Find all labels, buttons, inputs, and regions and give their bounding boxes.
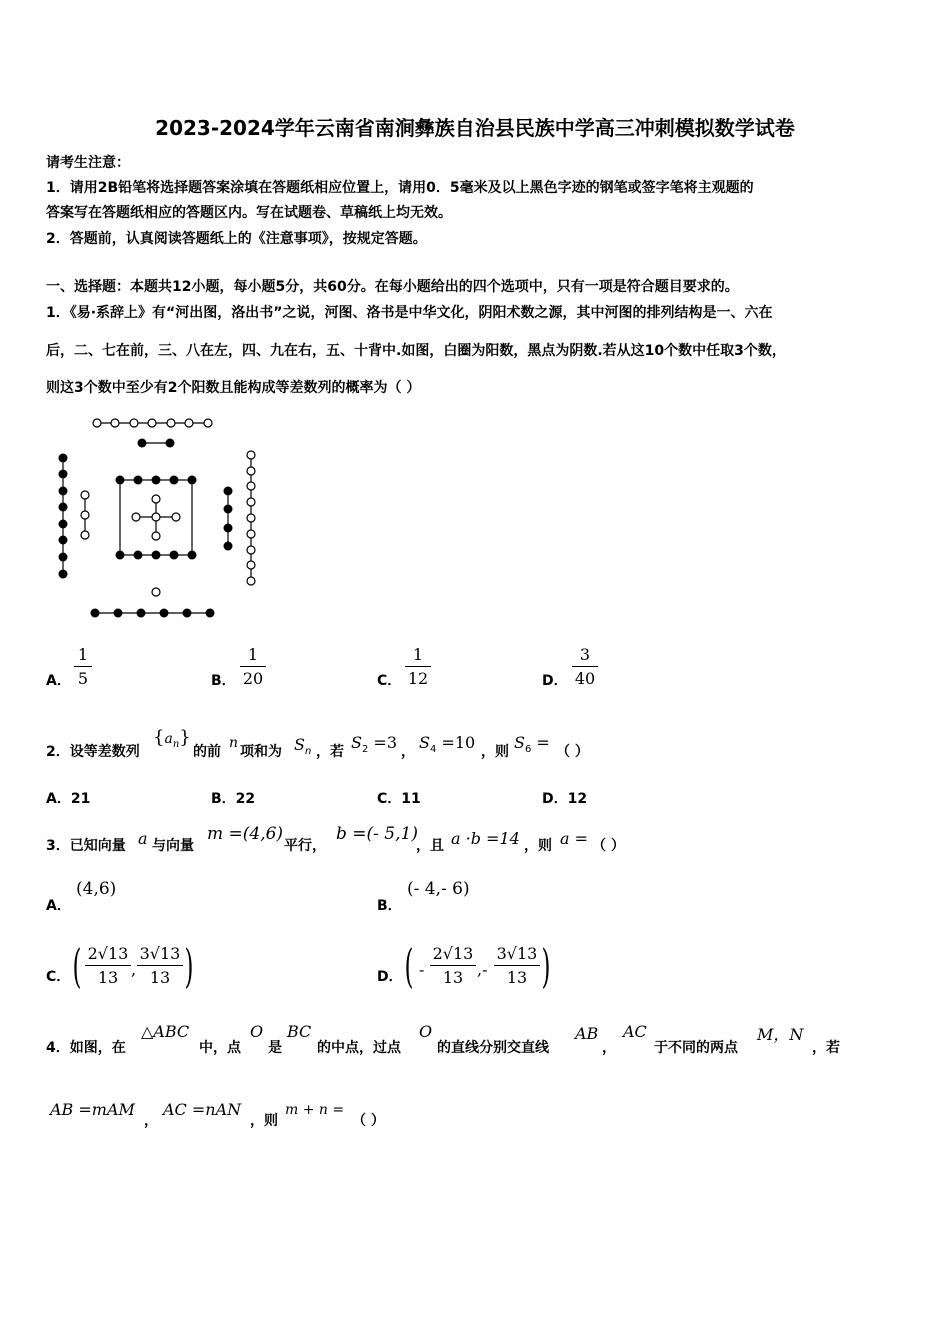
q3-option-d-label: D．	[377, 969, 403, 985]
q1-line-3: 则这3个数中至少有2个阳数且能构成等差数列的概率为（ ）	[46, 380, 421, 396]
q4-MN: M，N	[757, 1025, 804, 1044]
q1-option-c-den: 12	[405, 666, 431, 688]
q3-option-b-value: (- 4,- 6)	[407, 879, 470, 899]
q3-option-d-n2: 3√13	[496, 944, 538, 963]
q1-option-c-fraction	[405, 645, 431, 688]
q2-sep: ，	[401, 744, 415, 760]
q1-option-b-fraction	[240, 645, 266, 688]
q2-s2: S	[351, 733, 362, 752]
q4-eq1: AB =mAM	[50, 1100, 135, 1119]
q4-mn: m + n =	[285, 1102, 345, 1118]
q3-option-d-d1: 13	[430, 965, 476, 987]
q2-seq-a: a	[164, 731, 173, 747]
q4-p5: 的直线分别交直线	[437, 1040, 549, 1056]
q4-AB: AB	[575, 1024, 599, 1043]
q3-option-d-n1: 2√13	[432, 944, 474, 963]
q2-p3: 项和为	[240, 744, 282, 760]
q3-b-eq: b =(- 5,1)	[336, 824, 418, 844]
notice-line-1b: 答案写在答题纸相应的答题区内。写在试题卷、草稿纸上均无效。	[46, 205, 452, 221]
q2-seq-sub: n	[172, 739, 180, 750]
q2-s-sub: n	[304, 746, 312, 757]
q4-AC: AC	[623, 1022, 647, 1041]
q2-option-c-label: C．	[377, 791, 402, 807]
q4-tail: （ ）	[352, 1113, 385, 1129]
q4-p6: 于不同的两点	[654, 1040, 738, 1056]
q2-option-c-value: 11	[401, 791, 421, 807]
q3-p3: 平行，	[284, 838, 326, 854]
q2-s: S	[294, 735, 305, 754]
q4-p1: 4．如图，在	[46, 1040, 126, 1056]
notice-line-2: 2．答题前，认真阅读答题纸上的《注意事项》，按规定答题。	[46, 231, 427, 247]
q1-option-b-num: 1	[247, 645, 259, 664]
q4-O2: O	[419, 1022, 433, 1041]
page-title: 2023-2024学年云南省南涧彝族自治县民族中学高三冲刺模拟数学试卷	[155, 116, 795, 140]
q2-option-d	[542, 788, 587, 808]
q2-option-b	[211, 788, 255, 808]
q1-option-c-num: 1	[412, 645, 424, 664]
q2-s2-sub: 2	[361, 744, 369, 755]
q3-option-d-d2: 13	[494, 965, 540, 987]
q2-s2-eq	[351, 733, 397, 755]
q3-option-d-sign: -	[419, 960, 425, 979]
q3-tail: （ ）	[592, 838, 625, 854]
q1-option-a-fraction	[74, 645, 92, 688]
q2-option-b-value: 22	[235, 791, 256, 807]
q3-option-d-comma: ,-	[477, 960, 488, 979]
q3-option-d-frac-2	[494, 944, 540, 987]
q3-p4: ，且	[416, 838, 444, 854]
q3-m-eq: m =(4,6)	[207, 824, 284, 844]
q4-p3: 是	[268, 1040, 282, 1056]
q3-p2: 与向量	[152, 838, 194, 854]
q2-option-a-label: A．	[46, 791, 71, 807]
q4-O: O	[250, 1022, 264, 1041]
q3-option-c-label: C．	[46, 969, 71, 985]
q2-s6-eq	[514, 733, 550, 755]
q3-option-c-n2: 3√13	[139, 944, 181, 963]
q3-option-c-frac-1	[85, 944, 131, 987]
q1-option-a-label: A．	[46, 673, 71, 689]
q2-p5: ，则	[481, 744, 509, 760]
notice-line-1: 1．请用2B铅笔将选择题答案涂填在答题纸相应位置上，请用0．5毫米及以上黑色字迹的钢笔或签字笔将主观题的	[46, 180, 754, 196]
q3-option-c-n1: 2√13	[87, 944, 129, 963]
q3-p5: ，则	[524, 838, 552, 854]
q2-option-d-value: 12	[567, 791, 588, 807]
q2-option-b-label: B．	[211, 791, 236, 807]
q2-p4: ，若	[316, 744, 344, 760]
q1-option-b-label: B．	[211, 673, 236, 689]
q1-option-a-num: 1	[77, 645, 89, 664]
q3-a: a	[138, 829, 148, 848]
q2-p1: 2．设等差数列	[46, 744, 140, 760]
hetu-diagram	[50, 410, 270, 625]
q1-option-d-fraction	[572, 645, 598, 688]
q2-sequence: $\{a_n\}$	[153, 727, 191, 750]
q2-s6-sub: 6	[524, 744, 532, 755]
q2-n: n	[229, 735, 239, 751]
q4-p4: 的中点，过点	[317, 1040, 401, 1056]
q1-option-d-num: 3	[579, 645, 591, 664]
q2-option-d-label: D．	[542, 791, 568, 807]
q3-option-d-rparen: )	[541, 939, 551, 993]
q3-option-c-comma: ,	[131, 960, 137, 979]
q4-triangle: △ABC	[141, 1022, 190, 1041]
q3-dot-eq: a ·b =14	[451, 829, 520, 848]
q1-line-1: 1．《易·系辞上》有“河出图，洛出书”之说，河图、洛书是中华文化，阴阳术数之源，其中河图的排列结构是一、六在	[46, 305, 773, 321]
notice-heading: 请考生注意：	[46, 155, 130, 171]
q3-option-d-lparen: (	[404, 939, 414, 993]
q2-option-c	[377, 788, 421, 808]
q3-option-c-d1: 13	[85, 965, 131, 987]
q4-sep2: ，	[144, 1113, 158, 1129]
q2-s4: S	[419, 733, 430, 752]
q4-sep: ，	[602, 1040, 616, 1056]
q1-option-a-den: 5	[74, 666, 92, 688]
q4-p8: ，则	[250, 1113, 278, 1129]
q2-s6-eqsign: =	[531, 733, 550, 752]
q2-p2: 的前	[193, 744, 221, 760]
q3-option-d-frac-1	[430, 944, 476, 987]
q4-p2: 中，点	[199, 1040, 241, 1056]
q1-option-d-label: D．	[542, 673, 568, 689]
q3-option-c-frac-2	[137, 944, 183, 987]
q2-s4-sub: 4	[429, 744, 437, 755]
q2-s4-eq	[419, 733, 475, 755]
q2-s6: S	[514, 733, 525, 752]
q3-option-c-rparen: )	[184, 939, 194, 993]
q4-p7: ，若	[812, 1040, 840, 1056]
q3-p1: 3．已知向量	[46, 838, 126, 854]
q2-tail: （ ）	[556, 744, 589, 760]
q2-s4-val: =10	[436, 733, 476, 752]
q2-sn	[294, 735, 311, 757]
q3-a-eq: a =	[560, 829, 589, 848]
q4-BC: BC	[287, 1022, 312, 1041]
q1-line-2: 后，二、七在前，三、八在左，四、九在右，五、十背中.如图，白圈为阳数，黑点为阴数.若从这10个数中任取3个数，	[46, 343, 786, 359]
q1-option-d-den: 40	[572, 666, 598, 688]
q3-option-a-label: A．	[46, 898, 71, 914]
q3-option-a-value: (4,6)	[76, 879, 117, 899]
q1-option-c-label: C．	[377, 673, 402, 689]
q4-eq2: AC =nAN	[163, 1100, 242, 1119]
q3-option-c-d2: 13	[137, 965, 183, 987]
q2-option-a-value: 21	[70, 791, 91, 807]
q3-option-c-lparen: (	[72, 939, 82, 993]
q2-option-a	[46, 788, 90, 808]
section-heading: 一、选择题：本题共12小题，每小题5分，共60分。在每小题给出的四个选项中，只有一项是符合题目要求的。	[46, 279, 739, 295]
q2-s2-val: =3	[368, 733, 398, 752]
q1-option-b-den: 20	[240, 666, 266, 688]
q3-option-b-label: B．	[377, 898, 402, 914]
